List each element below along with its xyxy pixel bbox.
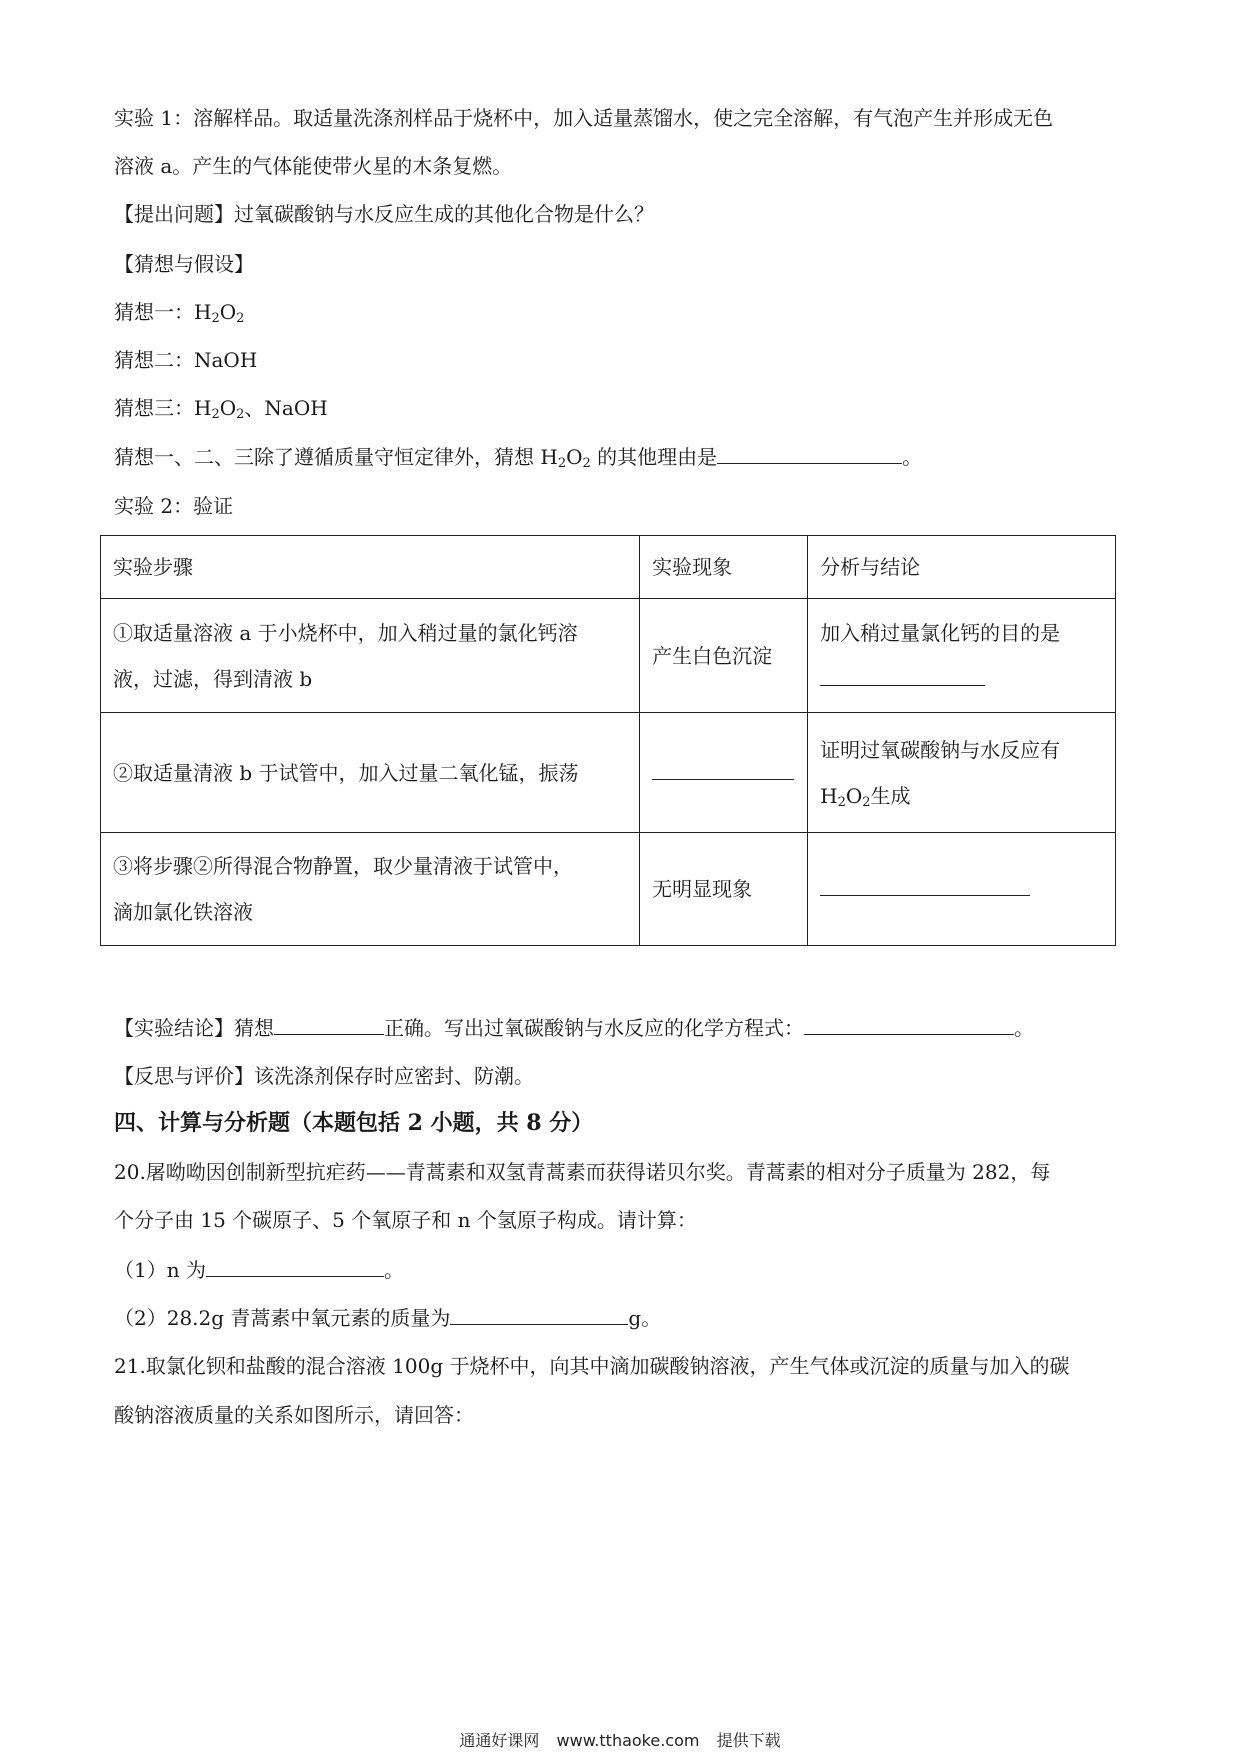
sub-2: 2 <box>557 456 567 471</box>
step-text: 滴加氯化铁溶液 <box>113 900 253 924</box>
reason-suffix: 的其他理由是 <box>597 445 718 469</box>
table-conclusion-cell <box>808 713 1116 833</box>
reason-answer-blank[interactable] <box>717 443 902 464</box>
hypothesis-3-rest: 、NaOH <box>244 396 328 420</box>
table-step-cell <box>101 599 640 713</box>
table-header-cell: 实验现象 <box>640 536 808 599</box>
experiment-table <box>100 535 1116 946</box>
q20-sub2-suffix: g。 <box>628 1306 662 1330</box>
sub-2: 2 <box>837 794 846 810</box>
q21-line2: 酸钠溶液质量的关系如图所示，请回答： <box>114 1403 474 1427</box>
table-header-row <box>101 536 1116 599</box>
q20-sub1-prefix: （1）n 为 <box>114 1258 206 1282</box>
o-symbol: O <box>219 396 237 420</box>
reason-line <box>114 443 922 471</box>
reason-prefix: 猜想一、二、三除了遵循质量守恒定律外，猜想 <box>114 445 534 469</box>
conclusion-middle: 正确。写出过氧碳酸钠与水反应的化学方程式： <box>384 1016 804 1040</box>
hypothesis-1 <box>114 298 244 326</box>
footer-note: 提供下载 <box>716 1731 781 1750</box>
table-row <box>101 713 1116 833</box>
step-text: ③将步骤②所得混合物静置，取少量清液于试管中， <box>113 854 573 878</box>
hypothesis-2: 猜想二：NaOH <box>114 348 258 372</box>
sub-2: 2 <box>236 311 245 326</box>
conclusion-answer-blank[interactable] <box>820 875 1030 896</box>
sub-2: 2 <box>211 311 220 326</box>
section-4-title: 四、计算与分析题（本题包括 2 小题，共 8 分） <box>114 1110 594 1136</box>
conclusion-line <box>114 1014 1034 1042</box>
h-symbol: H <box>540 445 558 469</box>
q20-line1: 20.屠呦呦因创制新型抗疟药——青蒿素和双氢青蒿素而获得诺贝尔奖。青蒿素的相对分子质量为 282，每 <box>114 1160 1051 1184</box>
conclusion-text: 加入稍过量氯化钙的目的是 <box>820 620 1061 645</box>
conclusion-prefix: 【实验结论】猜想 <box>114 1016 274 1040</box>
sub-2: 2 <box>582 456 591 471</box>
exp1-line2: 溶液 a。产生的气体能使带火星的木条复燃。 <box>114 154 513 178</box>
table-phenomenon-cell: 产生白色沉淀 <box>640 599 808 713</box>
h-symbol: H <box>194 396 212 420</box>
sub-2: 2 <box>862 794 871 810</box>
q20-line2: 个分子由 15 个碳原子、5 个氧原子和 n 个氢原子构成。请计算： <box>114 1208 697 1232</box>
table-step-cell: ②取适量清液 b 于试管中，加入过量二氧化锰，振荡 <box>101 713 640 833</box>
q20-sub2-prefix: （2）28.2g 青蒿素中氧元素的质量为 <box>114 1306 451 1330</box>
table-header-cell: 实验步骤 <box>101 536 640 599</box>
table-header-cell: 分析与结论 <box>808 536 1116 599</box>
h-symbol: H <box>194 300 212 324</box>
table-conclusion-cell <box>808 599 1116 713</box>
q21-line1: 21.取氯化钡和盐酸的混合溶液 100g 于烧杯中，向其中滴加碳酸钠溶液，产生气体或沉淀的质量与加入的碳 <box>114 1354 1070 1378</box>
oxygen-mass-answer-blank[interactable] <box>450 1304 628 1325</box>
o-symbol: O <box>845 783 863 808</box>
footer-site: 通通好课网 <box>459 1731 540 1750</box>
page-footer <box>0 1728 1240 1751</box>
hypothesis-1-label: 猜想一： <box>114 300 194 324</box>
conclusion-text: 证明过氧碳酸钠与水反应有 <box>820 737 1061 762</box>
conclusion-blank-wrap <box>820 656 1103 702</box>
table-step-cell <box>101 833 640 946</box>
conclusion-suffix: 生成 <box>870 783 911 808</box>
hypothesis-3-label: 猜想三： <box>114 396 194 420</box>
footer-url[interactable]: www.tthaoke.com <box>556 1731 700 1750</box>
conclusion-text-2 <box>820 773 1103 819</box>
q20-sub1 <box>114 1256 404 1284</box>
question-text: 【提出问题】过氧碳酸钠与水反应生成的其他化合物是什么？ <box>114 202 654 226</box>
o-symbol: O <box>566 445 583 469</box>
phenomenon-answer-blank[interactable] <box>652 759 794 780</box>
table-row <box>101 833 1116 946</box>
exp1-line1: 实验 1：溶解样品。取适量洗涤剂样品于烧杯中，加入适量蒸馏水，使之完全溶解，有气泡产生并形成无色 <box>114 106 1054 130</box>
h-symbol: H <box>820 783 838 808</box>
table-phenomenon-cell <box>640 713 808 833</box>
hypothesis-answer-blank[interactable] <box>274 1014 384 1035</box>
table-conclusion-cell <box>808 833 1116 946</box>
n-answer-blank[interactable] <box>206 1256 384 1277</box>
conclusion-end: 。 <box>1014 1016 1034 1040</box>
sub-2: 2 <box>236 407 245 422</box>
hypothesis-3 <box>114 394 328 422</box>
reflection-line: 【反思与评价】该洗涤剂保存时应密封、防潮。 <box>114 1064 534 1088</box>
equation-answer-blank[interactable] <box>804 1014 1014 1035</box>
step-text: ①取适量溶液 a 于小烧杯中，加入稍过量的氯化钙溶 <box>113 620 578 645</box>
o-symbol: O <box>219 300 237 324</box>
exp2-title: 实验 2：验证 <box>114 494 234 518</box>
table-phenomenon-cell: 无明显现象 <box>640 833 808 946</box>
purpose-answer-blank[interactable] <box>820 665 985 686</box>
hypothesis-heading: 【猜想与假设】 <box>114 252 254 276</box>
reason-period: 。 <box>902 445 923 469</box>
q20-sub2 <box>114 1304 661 1332</box>
sub-2: 2 <box>211 407 220 422</box>
step-text: 液，过滤，得到清液 b <box>113 666 313 691</box>
table-row <box>101 599 1116 713</box>
q20-sub1-suffix: 。 <box>383 1258 404 1282</box>
